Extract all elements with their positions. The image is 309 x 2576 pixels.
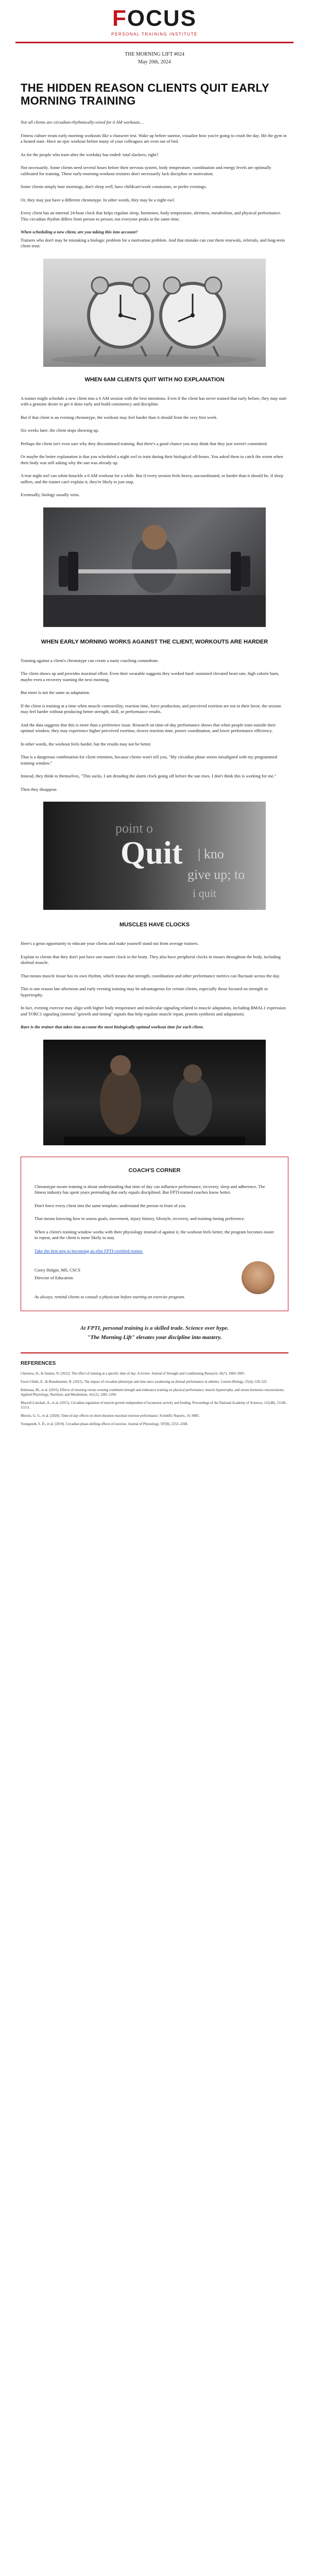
section-paragraph: The client shows up and provides maximal effort. Even their wearable suggests they worked hard: sustained elevated heart rate, high calorie burn, maybe even a recovery warning the next morning. xyxy=(21,671,279,682)
intro-paragraph: Not necessarily. Some clients need several hours before their nervous system, body temperature, coordination and energy levels are optimally calibrated for training. These early-morning-workout resisters don't necessarily lack discipline or motivation. xyxy=(21,165,271,176)
intro-paragraph: Fitness culture treats early morning workouts like a character test. Wake up before sunrise, visualize how you're going to crush the day. Hit the gym in a heated state. Have an epic workout before many of your colleagues are even out of bed. xyxy=(21,132,287,144)
section-paragraph: But if that client is an evening chronotype, the workout may feel harder than it should from the very first week. xyxy=(21,414,218,420)
signature-row xyxy=(35,1261,274,1294)
intro-paragraph: As for the people who train after the workday has ended: total slackers, right? xyxy=(21,151,159,157)
coach-cta-link[interactable] xyxy=(35,1248,274,1255)
reference-item: Chtourou, H., & Souissi, N. (2012). The effect of training at a specific time of day: A review. Journal of Strength and Conditioning Research, 26(7), 1984–2005. xyxy=(21,1371,245,1376)
section-paragraph: Here's a great opportunity to educate your clients and make yourself stand out from average trainers. xyxy=(21,941,199,946)
avatar xyxy=(242,1261,274,1294)
references-heading: REFERENCES xyxy=(21,1360,56,1366)
svg-text:Quit: Quit xyxy=(121,836,183,871)
section-paragraph: This is one reason late afternoon and early evening training may be advantageous for certain clients, especially those focused on strength or hypertrophy. xyxy=(21,986,268,997)
svg-text:i quit: i quit xyxy=(193,887,216,900)
section-paragraph: Six weeks later, the client stops showing up. xyxy=(21,428,99,433)
coach-paragraph: Don't force every client into the same template; understand the person in front of you. xyxy=(35,1202,186,1208)
page-title: THE HIDDEN REASON CLIENTS QUIT EARLY MORNING TRAINING xyxy=(21,81,269,107)
section-heading: WHEN 6AM CLIENTS QUIT WITH NO EXPLANATION xyxy=(84,376,225,383)
intro-paragraph: Every client has an internal 24-hour clock that helps regulate sleep, hormones, body temperature, alertness, metabolism, and physical performance. This circadian rhythm differs from person to person; not everyone peaks at the same time. xyxy=(21,210,281,222)
coach-paragraph: Chronotype-aware training is about understanding that time of day can influence performance, recovery, sleep and adherence. The fitness industry has spent years pretending that early equals disciplined. But FPTI-trained coaches know better. xyxy=(35,1183,265,1195)
section-paragraph: Then they disappear. xyxy=(21,786,58,792)
signer-name: Corey Holgin, MS, CSCS xyxy=(35,1267,81,1273)
logo-tagline: PERSONAL TRAINING INSTITUTE xyxy=(111,32,198,37)
section-paragraph: And the data suggests that this is more than a preference issue. Research on time-of-day performance shows that when people train outside their optimal window, they may experience higher perceived exertion, slower reaction time, poorer coordination, and lower performance efficiency. xyxy=(21,722,276,733)
section-heading: MUSCLES HAVE CLOCKS xyxy=(119,922,190,928)
coach-paragraph: That means knowing how to assess goals, movement, injury history, lifestyle, recovery, and training timing preference. xyxy=(35,1216,245,1221)
section-heading: WHEN EARLY MORNING WORKS AGAINST THE CLIENT, WORKOUTS ARE HARDER xyxy=(41,638,268,645)
alarm-clocks-illustration xyxy=(43,259,266,367)
intro-question: When scheduling a new client, are you taking this into account? xyxy=(21,229,138,234)
closing-statement xyxy=(0,1324,309,1342)
closing-line-1: At FPTI, personal training is a skilled trade. Science over hype. xyxy=(80,1325,229,1331)
coaches-corner-heading: COACH'S CORNER xyxy=(128,1167,181,1174)
issue-date: May 20th, 2024 xyxy=(138,59,171,65)
intro-paragraph: Trainers who don't may be mistaking a biologic problem for a motivation problem. And that mistake can cost them renewals, referrals, and long-term client trust. xyxy=(21,237,285,248)
section-paragraph: Eventually, biology usually wins. xyxy=(21,492,80,497)
section-paragraph: Explain to clients that they don't just have one master clock in the brain. They also have peripheral clocks in tissues throughout the body, including skeletal muscle. xyxy=(21,954,281,965)
quit-illustration xyxy=(43,802,266,910)
reference-item: Facer-Childs, E., & Brandstaetter, R. (2015). The impact of circadian phenotype and time since awakening on diurnal performance in athletes. Current Biology, 25(4), 518–522. xyxy=(21,1380,268,1384)
coaches-corner-box xyxy=(21,1157,288,1311)
section-paragraph: That is a dangerous combination for client retention, because clients won't tell you, "My circadian phase seems misaligned with my programmed training window." xyxy=(21,754,278,766)
fpti-certification-link[interactable]: Take the first step to becoming an elite FPTI-certified trainer. xyxy=(35,1248,143,1253)
svg-text:| kno: | kno xyxy=(198,846,224,861)
reference-item: Mirizio, G. G., et al. (2020). Time-of-day effects on short-duration maximal exercise performance. Scientific Reports, 10, 9485. xyxy=(21,1414,200,1418)
quit-text-image xyxy=(43,802,266,910)
reference-item: Mayeuf-Louchart, A., et al. (2015). Circadian regulation of muscle growth independent of locomotor activity and feeding. Proceedings of the National Academy of Sciences, 112(48), 15146–15151. xyxy=(21,1401,287,1410)
section-paragraph: Training against a client's chronotype can create a nasty coaching conundrum. xyxy=(21,657,159,663)
section-paragraph: Instead, they think to themselves, "This sucks. I am dreading the alarm clock going off before the sun rises. I don't think this is working for me." xyxy=(21,773,277,778)
reference-item: Youngstedt, S. D., et al. (2019). Circadian phase-shifting effects of exercise. Journal of Physiology, 597(8), 2253–2268. xyxy=(21,1422,188,1426)
intro-paragraph: Or, they may just have a different chronotype. In other words, they may be a night owl. xyxy=(21,197,175,202)
dark-gym-image xyxy=(43,1040,266,1145)
section-emphasis: Rare is the trainer that takes into account the most biologically optimal workout time for each client. xyxy=(21,1024,204,1029)
section-paragraph: In fact, evening exercise may align with higher body temperature and molecular signaling related to muscle adaptation, including BMAL1 expression and TORC1 signaling (internal "growth and timing" signals that help regulate muscle repair, protein synthesis and adaptation). xyxy=(21,1005,286,1016)
coach-disclaimer: As always, remind clients to consult a physician before starting an exercise program. xyxy=(35,1294,185,1299)
section-paragraph: Or maybe the better explanation is that you scheduled a night owl to train during their biological off-hours. You asked them to catch the worm when their body was still asking why the sun was already up. xyxy=(21,454,283,465)
logo-wordmark: FOCUS xyxy=(112,6,197,31)
references xyxy=(0,1361,309,1427)
issue-number: THE MORNING LIFT #024 xyxy=(125,52,184,57)
section-paragraph: In other words, the workout feels harder, but the results may not be better. xyxy=(21,741,152,747)
coach-paragraph: When a client's training window works with their physiology instead of against it, the workout feels better, the program becomes easier to repeat, and the client is more likely to stay. xyxy=(35,1229,274,1240)
signer-title: Director of Education xyxy=(35,1275,73,1280)
dark-gym-illustration xyxy=(43,1040,266,1145)
section-paragraph: That means muscle tissue has its own rhythm, which means that strength, coordination and other performance metrics can fluctuate across the day. xyxy=(21,973,280,978)
reference-item: Küüsmaa, M., et al. (2016). Effects of morning versus evening combined strength and endurance training on physical performance, muscle hypertrophy, and serum hormone concentrations. Applied Physiology, Nutrition, and Metabolism, 41(12), 1285–1294. xyxy=(21,1388,285,1397)
intro-paragraph: Some clients simply hate mornings, don't sleep well, have childcare/work constraints, or prefer evenings. xyxy=(21,184,207,189)
barbell-illustration xyxy=(43,507,266,627)
intro-lede: Not all clients are circadian-rhythmically-wired for 6 AM workouts… xyxy=(21,120,144,125)
alarm-clocks-image xyxy=(43,259,266,367)
section-paragraph: Perhaps the client isn't even sure why they discontinued training. But there's a good chance you may think that they just weren't committed. xyxy=(21,440,268,446)
barbell-training-image xyxy=(43,507,266,627)
section-paragraph: A trainer might schedule a new client into a 6 AM session with the best intentions. Even if the client has never trained that early before, they may start with a genuine desire to get it done early and build consistency and discipline. xyxy=(21,395,287,406)
references-divider xyxy=(21,1352,288,1353)
svg-text:give up; to: give up; to xyxy=(187,867,245,882)
issue-meta xyxy=(0,50,309,66)
header-divider xyxy=(15,42,294,43)
section-paragraph: But more is not the same as adaptation. xyxy=(21,690,91,695)
logo xyxy=(0,0,309,37)
section-paragraph: A true night owl can white-knuckle a 6 AM workout for a while. But if every session feels heavy, uncoordinated, or harder than it should be, if sleep suffers, and the trainer can't explain it, they're likely to just stop. xyxy=(21,473,283,484)
closing-line-2: "The Morning Lift" elevates your discipline into mastery. xyxy=(87,1334,222,1341)
section-paragraph: If the client is training at a time when muscle contractility, reaction time, force production, and perceived exertion are not in their favor, the session may feel harder without producing better strength, skill, or performance results. xyxy=(21,703,281,714)
svg-text:point o: point o xyxy=(115,821,153,836)
